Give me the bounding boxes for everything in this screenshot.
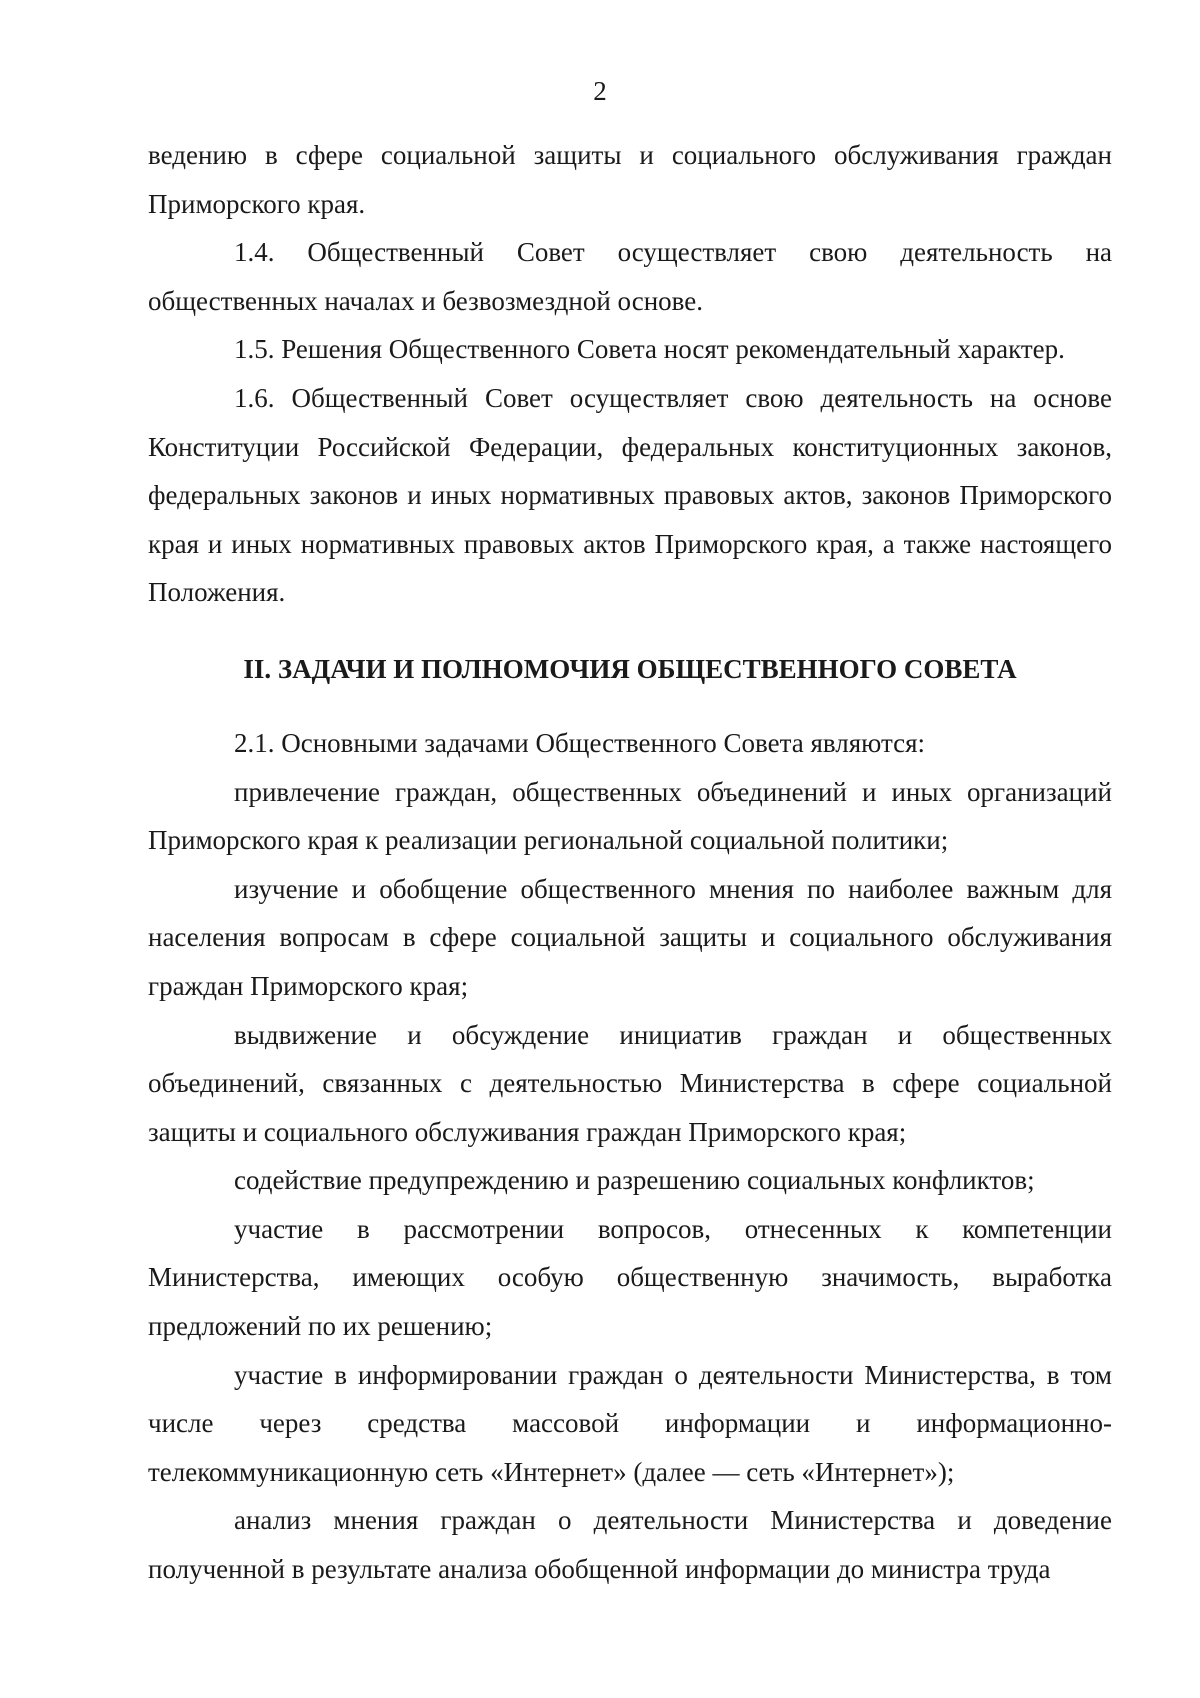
paragraph-2-1: 2.1. Основными задачами Общественного Совета являются: bbox=[234, 727, 926, 758]
section-heading: II. ЗАДАЧИ И ПОЛНОМОЧИЯ ОБЩЕСТВЕННОГО СОВЕТА bbox=[243, 653, 1017, 684]
document-body bbox=[148, 131, 1112, 1594]
page-number: 2 bbox=[593, 76, 607, 106]
paragraph-continuation: ведению в сфере социальной защиты и социального обслуживания граждан Приморского края. bbox=[148, 140, 1112, 219]
paragraph-1-5: 1.5. Решения Общественного Совета носят рекомендательный характер. bbox=[234, 334, 1065, 365]
list-item: изучение и обобщение общественного мнения по наиболее важным для населения вопросам в сфере социальной защиты и социального обслуживания граждан Приморского края; bbox=[148, 873, 1112, 1001]
paragraph-1-6: 1.6. Общественный Совет осуществляет свою деятельность на основе Конституции Российской Федерации, федеральных конституционных законов, федеральных законов и иных нормативных правовых актов, законов Приморского края и иных нормативных правовых актов Приморского края, а также настоящего Положения. bbox=[148, 382, 1112, 608]
list-item: участие в рассмотрении вопросов, отнесенных к компетенции Министерства, имеющих особую общественную значимость, выработка предложений по их решению; bbox=[148, 1213, 1112, 1342]
list-item: содействие предупреждению и разрешению социальных конфликтов; bbox=[234, 1165, 1035, 1196]
list-item: участие в информировании граждан о деятельности Министерства, в том числе через средства массовой информации и информационно-телекоммуникационную сеть «Интернет» (далее — сеть «Интернет»); bbox=[148, 1359, 1112, 1487]
list-item: выдвижение и обсуждение инициатив граждан и общественных объединений, связанных с деятельностью Министерства в сфере социальной защиты и социального обслуживания граждан Приморского края; bbox=[148, 1019, 1112, 1147]
paragraph-1-4: 1.4. Общественный Совет осуществляет свою деятельность на общественных началах и безвозмездной основе. bbox=[148, 237, 1112, 316]
list-item: анализ мнения граждан о деятельности Министерства и доведение полученной в результате анализа обобщенной информации до министра труда bbox=[148, 1505, 1112, 1585]
list-item: привлечение граждан, общественных объединений и иных организаций Приморского края к реализации региональной социальной политики; bbox=[148, 776, 1112, 856]
